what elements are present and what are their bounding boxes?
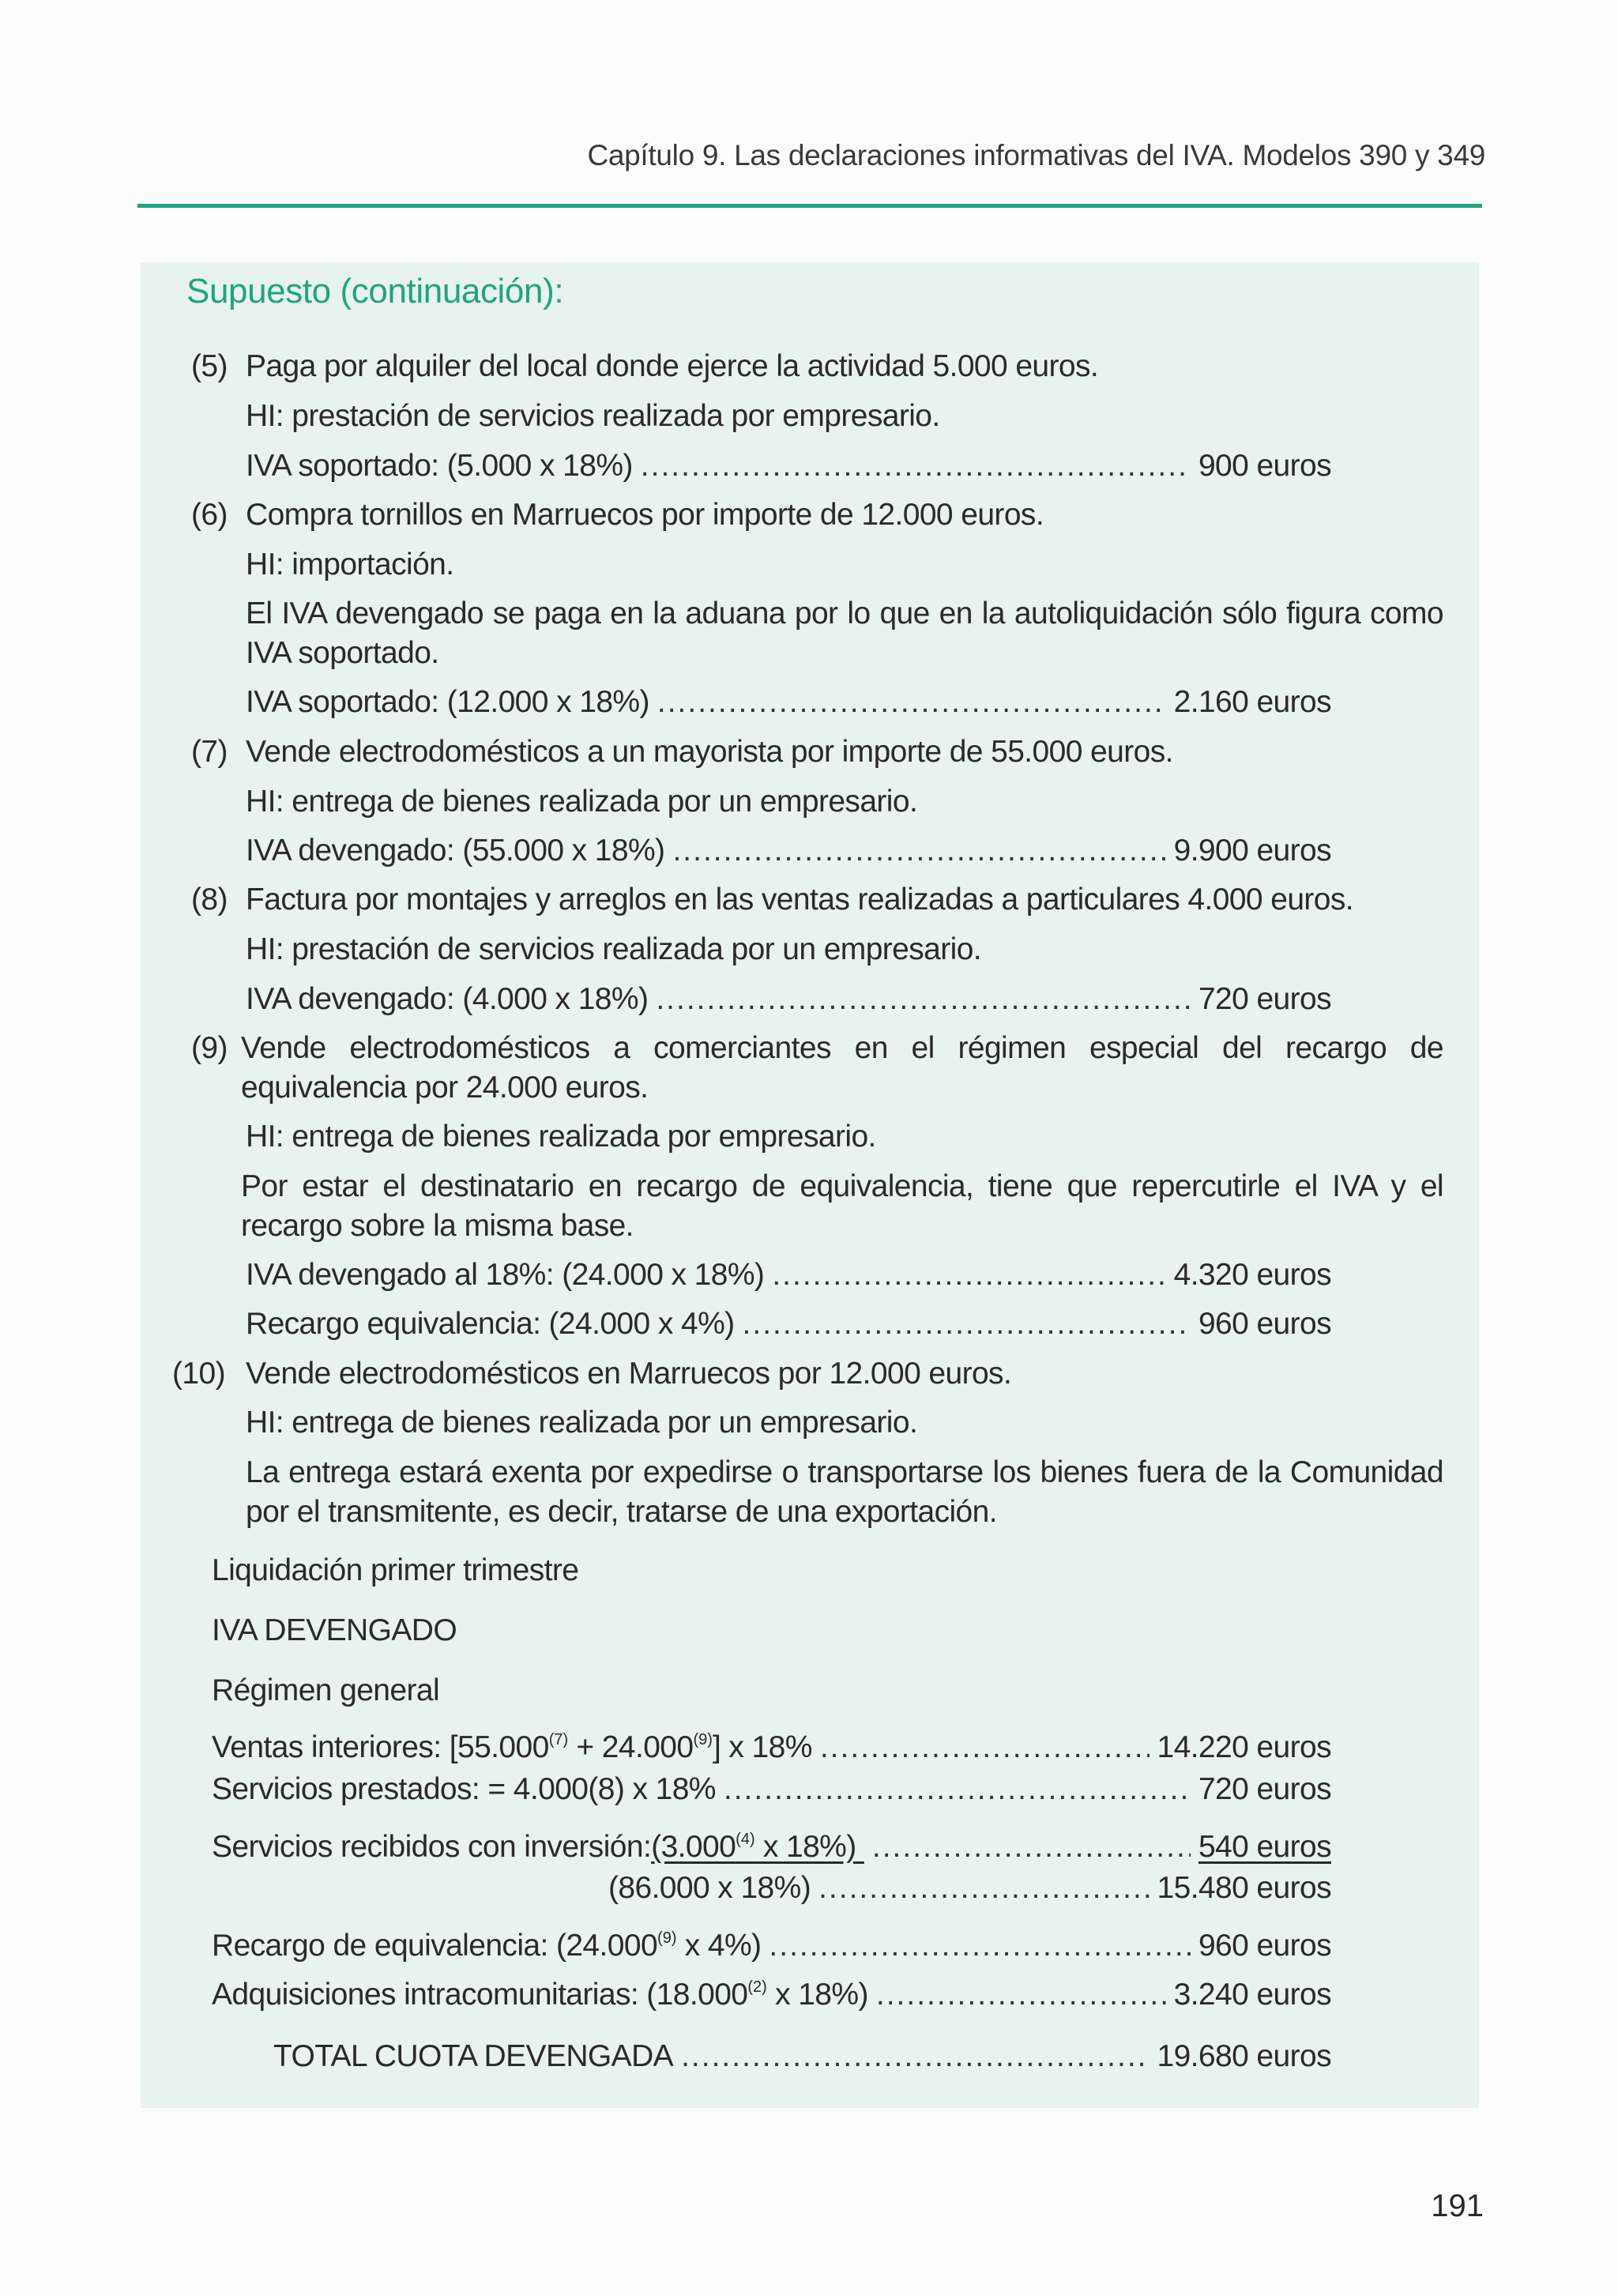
servicios-line xyxy=(212,1770,1331,1809)
calc-line xyxy=(246,683,1331,722)
header-rule xyxy=(137,204,1482,208)
item-text: Factura por montajes y arreglos en las ventas realizadas a particulares 4.000 euros. xyxy=(246,883,1354,917)
item-number: (10) xyxy=(172,1357,225,1391)
ventas-label: Ventas interiores: [55.000$^{(7)}$ + 24.000$^{(9)}$] x 18% xyxy=(212,1730,812,1764)
item-note: Por estar el destinatario en recargo de equivalencia, tiene que repercutirle el IVA y el recargo sobre la misma base. xyxy=(241,1169,1443,1243)
total-line xyxy=(273,2037,1331,2076)
total-label: TOTAL CUOTA DEVENGADA xyxy=(273,2039,674,2073)
calc-label: Recargo equivalencia: (24.000 x 4%) xyxy=(246,1307,735,1341)
subtotal-line xyxy=(608,1869,1331,1908)
ventas-amount: 14.220 euros xyxy=(1157,1730,1331,1764)
item-text: Vende electrodomésticos a un mayorista por importe de 55.000 euros. xyxy=(246,735,1173,769)
calc-amount: 720 euros xyxy=(1198,982,1331,1016)
calc-line xyxy=(246,1255,1331,1295)
intracomunitarias-label: Adquisiciones intracomunitarias: (18.000$^{(2)}$ x 18%) xyxy=(212,1978,868,2012)
item-note: La entrega estará exenta por expedirse o transportarse los bienes fuera de la Comunidad por el transmitente, es decir, tratarse de una exportación. xyxy=(246,1455,1443,1529)
item-number: (7) xyxy=(191,735,228,769)
item-hi: HI: prestación de servicios realizada por empresario. xyxy=(246,399,940,433)
inversion-line xyxy=(212,1820,1331,1867)
item-text: Compra tornillos en Marruecos por importe de 12.000 euros. xyxy=(246,498,1044,532)
intracomunitarias-amount: 3.240 euros xyxy=(1173,1978,1331,2012)
servicios-amount: 720 euros xyxy=(1198,1772,1331,1806)
liquidacion-heading: Liquidación primer trimestre xyxy=(212,1553,579,1587)
item-number: (6) xyxy=(191,498,228,532)
calc-line xyxy=(246,1304,1331,1344)
recargo-line xyxy=(212,1918,1331,1966)
item-text: Paga por alquiler del local donde ejerce la actividad 5.000 euros. xyxy=(246,349,1099,383)
item-text: Vende electrodomésticos a comerciantes en el régimen especial del recargo de equivalencia por 24.000 euros. xyxy=(241,1031,1443,1105)
inversion-amount: 540 euros xyxy=(1198,1830,1331,1864)
subtotal-amount: 15.480 euros xyxy=(1157,1871,1331,1905)
item-hi: HI: prestación de servicios realizada por un empresario. xyxy=(246,932,982,966)
regimen-heading: Régimen general xyxy=(212,1673,440,1707)
calc-label: IVA soportado: (12.000 x 18%) xyxy=(246,685,649,719)
inversion-label: Servicios recibidos con inversión:(3.000$^{(4)}$ x 18%) xyxy=(212,1830,856,1864)
item-hi: HI: entrega de bienes realizada por empresario. xyxy=(246,1120,876,1154)
calc-amount: 9.900 euros xyxy=(1173,834,1331,868)
servicios-label: Servicios prestados: = 4.000(8) x 18% xyxy=(212,1772,716,1806)
running-header: Capítulo 9. Las declaraciones informativas del IVA. Modelos 390 y 349 xyxy=(587,139,1485,171)
calc-line xyxy=(246,980,1331,1019)
intracomunitarias-line xyxy=(212,1967,1331,2015)
subtotal-label: (86.000 x 18%) xyxy=(608,1871,811,1905)
calc-amount: 960 euros xyxy=(1198,1307,1331,1341)
page-number: 191 xyxy=(1431,2189,1484,2223)
item-hi: HI: importación. xyxy=(246,548,454,582)
recargo-amount: 960 euros xyxy=(1198,1929,1331,1963)
calc-line xyxy=(246,831,1331,871)
total-amount: 19.680 euros xyxy=(1157,2039,1331,2073)
iva-devengado-heading: IVA DEVENGADO xyxy=(212,1613,457,1647)
calc-label: IVA devengado: (55.000 x 18%) xyxy=(246,834,665,868)
item-hi: HI: entrega de bienes realizada por un empresario. xyxy=(246,1406,918,1440)
calc-label: IVA devengado al 18%: (24.000 x 18%) xyxy=(246,1258,765,1292)
calc-amount: 900 euros xyxy=(1198,449,1331,483)
calc-line xyxy=(246,446,1331,486)
calc-amount: 2.160 euros xyxy=(1173,685,1331,719)
calc-label: IVA soportado: (5.000 x 18%) xyxy=(246,449,633,483)
item-number: (9) xyxy=(191,1031,228,1065)
item-hi: HI: entrega de bienes realizada por un empresario. xyxy=(246,785,918,819)
item-text: Vende electrodomésticos en Marruecos por 12.000 euros. xyxy=(246,1357,1012,1391)
recargo-label: Recargo de equivalencia: (24.000$^{(9)}$ x 4%) xyxy=(212,1929,762,1963)
calc-label: IVA devengado: (4.000 x 18%) xyxy=(246,982,649,1016)
item-number: (5) xyxy=(191,349,228,383)
item-number: (8) xyxy=(191,883,228,917)
box-title: Supuesto (continuación): xyxy=(186,272,564,311)
ventas-line xyxy=(212,1720,1331,1767)
item-note: El IVA devengado se paga en la aduana por lo que en la autoliquidación sólo figura como IVA soportado. xyxy=(246,597,1443,670)
calc-amount: 4.320 euros xyxy=(1173,1258,1331,1292)
